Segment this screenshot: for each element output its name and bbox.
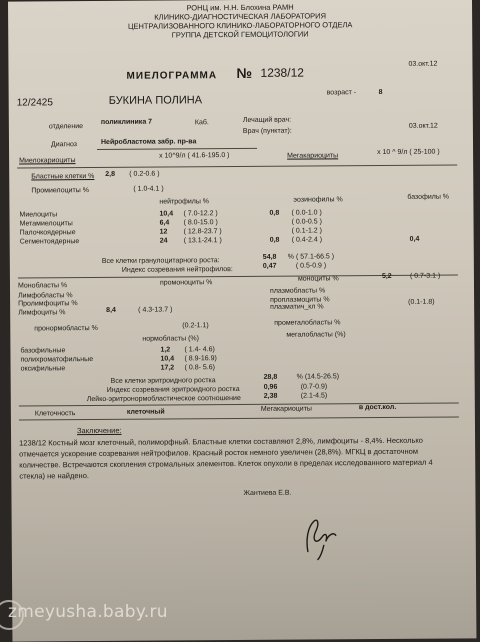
pronormoblasts-ref: (0.2-1.1) <box>182 322 209 330</box>
neutrophil-ref: ( 8.0-15.0 ) <box>183 219 218 227</box>
erythro-total-value: 28,8 <box>263 373 278 381</box>
number-sign: № <box>236 64 253 82</box>
plasmocytes-ref: (0.1-1.8) <box>408 298 435 306</box>
neutrophil-ref: ( 13.1-24.1 ) <box>183 237 222 245</box>
eosinophil-ref: ( 0.0-0.5 ) <box>291 218 322 226</box>
myelocaryocytes-label: Миелокариоциты <box>19 157 76 165</box>
granulo-total-label: Все клетки гранулоцитарного роста: <box>101 257 220 265</box>
erythro-row-label: оксифильные <box>20 365 66 373</box>
neutrophil-ref: ( 7.0-12.2 ) <box>183 210 218 218</box>
cellularity-value: клеточный <box>126 408 165 416</box>
blast-value: 2,8 <box>105 170 115 178</box>
granulo-row-label: Палочкоядерные <box>19 229 76 237</box>
dept-value: поликлиника 7 <box>100 118 153 126</box>
normoblasts-header: нормобласты (%) <box>142 335 199 343</box>
puncture-date: 03.окт.12 <box>408 122 438 130</box>
monocytes-label: моноциты % <box>297 275 339 283</box>
erythro-total-ref: % (14.5-26.5) <box>296 373 340 381</box>
puncture-label: Врач (пунктат): <box>242 127 292 135</box>
dept-label: отделение <box>48 123 84 131</box>
granulo-row-label: Метамиелоциты <box>19 220 73 228</box>
signature-name: Жантиева Е.В. <box>243 489 292 497</box>
neutrophil-value: 12 <box>159 228 168 236</box>
institution-line: РОНЦ им. Н.Н. Блохина РАМН <box>186 2 294 13</box>
cellularity-mega-value: в дост.кол. <box>358 403 397 412</box>
promyelocytes-label: Промиелоциты % <box>31 187 89 195</box>
erythro-row-value: 10,4 <box>160 355 175 363</box>
erythro-row-ref: ( 1.4- 4.6) <box>184 346 215 354</box>
conclusion-text: 1238/12 Костный мозг клеточный, полиморфный. Бластные клетки составляют 2,8%, лимфоциты - 8,4%. Несколько отмечается ускорение созревания нейтрофилов. Красный росток немного увеличен (28,8%). МГКЦ в достаточном количестве. Встречаются скопления стромальных элементов. Клеток опухоли в пределах исследованного материал 4 стекла) не найдено. <box>19 435 433 481</box>
erythro-total-label: Все клетки эритроидного ростка <box>110 377 216 385</box>
conclusion-heading: Заключение: <box>76 425 122 436</box>
megakaryocytes-value: x 10 ^ 9/л ( 25-100 ) <box>377 148 440 157</box>
neut-index-ref: ( 0.5-0.9 ) <box>295 262 327 270</box>
document-date: 03.окт.12 <box>408 60 438 68</box>
megakaryocytes-label: Мегакариоциты <box>287 152 339 160</box>
neutrophil-value: 6,4 <box>159 219 170 227</box>
blast-label: Бластные клетки % <box>31 173 95 181</box>
neutrophils-header: нейтрофилы % <box>159 198 210 206</box>
erythro-row-label: полихроматофильные <box>20 356 94 364</box>
neutrophil-value: 24 <box>159 237 168 245</box>
erythro-index-value: 0,96 <box>263 383 278 391</box>
lymphocytes-ref: ( 4.3-13.7 ) <box>138 306 173 314</box>
plasmocytes-label: плазматич_кл % <box>270 303 324 311</box>
plasmablasts-label: плазмобласты % <box>270 287 326 295</box>
prolymphocytes-label: Пролимфоциты % <box>18 300 78 308</box>
eosinophil-ref: ( 0.0-1.0 ) <box>291 209 322 217</box>
erythro-index-label: Индекс созревания эритроидного ростка <box>106 386 240 394</box>
ratio-value: 2,38 <box>263 392 278 400</box>
erythro-row-label: базофильные <box>20 347 66 355</box>
blast-ref: ( 0.2-0.6 ) <box>129 170 160 178</box>
monoblasts-label: Монобласты % <box>17 282 68 290</box>
lymphoblasts-label: Лимфобласты % <box>18 292 73 300</box>
age-value: 8 <box>378 89 383 97</box>
lab-line: КЛИНИКО-ДИАГНОСТИЧЕСКАЯ ЛАБОРАТОРИЯ <box>154 11 327 22</box>
granulo-total-value: 54,8 <box>262 253 277 261</box>
eosinophil-ref: ( 0.1-1.2 ) <box>291 227 322 235</box>
diagnosis-value: Нейробластома забр. пр-ва <box>100 138 197 146</box>
erythro-row-value: 17,2 <box>160 364 175 372</box>
neut-index-label: Индекс созревания нейтрофилов: <box>121 266 233 274</box>
neutrophil-ref: ( 12.8-23.7 ) <box>183 228 222 236</box>
granulo-row-label: Миелоциты <box>19 211 58 219</box>
ratio-ref: (2.1-4.5) <box>300 392 328 400</box>
diagnosis-label: Диагноз <box>50 141 78 149</box>
age-label: возраст - <box>326 89 357 97</box>
promonocytes-label: промоноциты % <box>159 279 213 287</box>
divider <box>19 416 459 420</box>
document-number: 1238/12 <box>260 65 304 80</box>
erythro-row-ref: ( 0.8- 5.6) <box>184 364 215 372</box>
ratio-label: Лейко-эритронормобластическое соотношение <box>86 395 241 404</box>
myelocaryocytes-value: x 10^9/л ( 41.6-195.0 ) <box>159 152 230 160</box>
department-line: ЦЕНТРАЛИЗОВАННОГО КЛИНИКО-ЛАБОРАТОРНОГО ОТДЕЛА <box>127 20 353 31</box>
lymphocytes-value: 8,4 <box>106 306 116 314</box>
doctor-label: Лечащий врач: <box>242 116 292 124</box>
monocytes-value: 5,2 <box>381 272 392 281</box>
patient-id: 12/2425 <box>16 97 53 109</box>
eosinophils-header: эозинофилы % <box>293 196 343 204</box>
eosinophil-ref: ( 0.4-2.4 ) <box>291 236 323 244</box>
erythro-row-value: 1,2 <box>160 346 171 354</box>
neut-index-value: 0,47 <box>262 262 277 270</box>
watermark-text: zmeyusha.baby.ru <box>8 602 168 622</box>
document-sheet <box>8 0 476 642</box>
patient-name: БУКИНА ПОЛИНА <box>108 94 203 107</box>
proplasmocytes-label: проплазмоциты % <box>270 296 330 304</box>
basophil-value: 0,4 <box>409 235 420 243</box>
cellularity-label: Клеточность <box>34 410 76 418</box>
cellularity-mega-label: Мегакариоциты <box>260 405 312 413</box>
basophils-header: базофилы % <box>407 193 450 201</box>
eosinophil-value: 0,8 <box>269 236 280 244</box>
diagnosis-underline <box>97 148 257 150</box>
lymphocytes-label: Лимфоциты % <box>18 309 66 317</box>
document-title: МИЕЛОГРАММА <box>126 70 218 82</box>
megaloblasts-header: мегалобласты (%) <box>286 331 346 339</box>
promyelocytes-ref: ( 1.0-4.1 ) <box>133 185 164 193</box>
promegaloblasts-label: промегалобласты % <box>274 319 341 327</box>
eosinophil-value: 0,8 <box>269 209 280 217</box>
pronormoblasts-label: пронормобласты % <box>34 325 98 333</box>
monocytes-ref: ( 0.7-3.1 ) <box>409 272 441 280</box>
handwritten-signature <box>294 501 354 561</box>
granulo-row-label: Сегментоядерные <box>19 238 80 246</box>
neutrophil-value: 10,4 <box>159 210 174 218</box>
erythro-row-ref: ( 8.9-16.9) <box>184 355 217 363</box>
erythro-index-ref: (0.7-0.9) <box>300 383 328 391</box>
divider <box>17 164 457 168</box>
granulo-total-ref: % ( 57.1-66.5 ) <box>287 253 335 261</box>
group-line: ГРУППА ДЕТСКОЙ ГЕМОЦИТОЛОГИИ <box>171 29 309 40</box>
cab-label: Каб. <box>194 119 209 127</box>
